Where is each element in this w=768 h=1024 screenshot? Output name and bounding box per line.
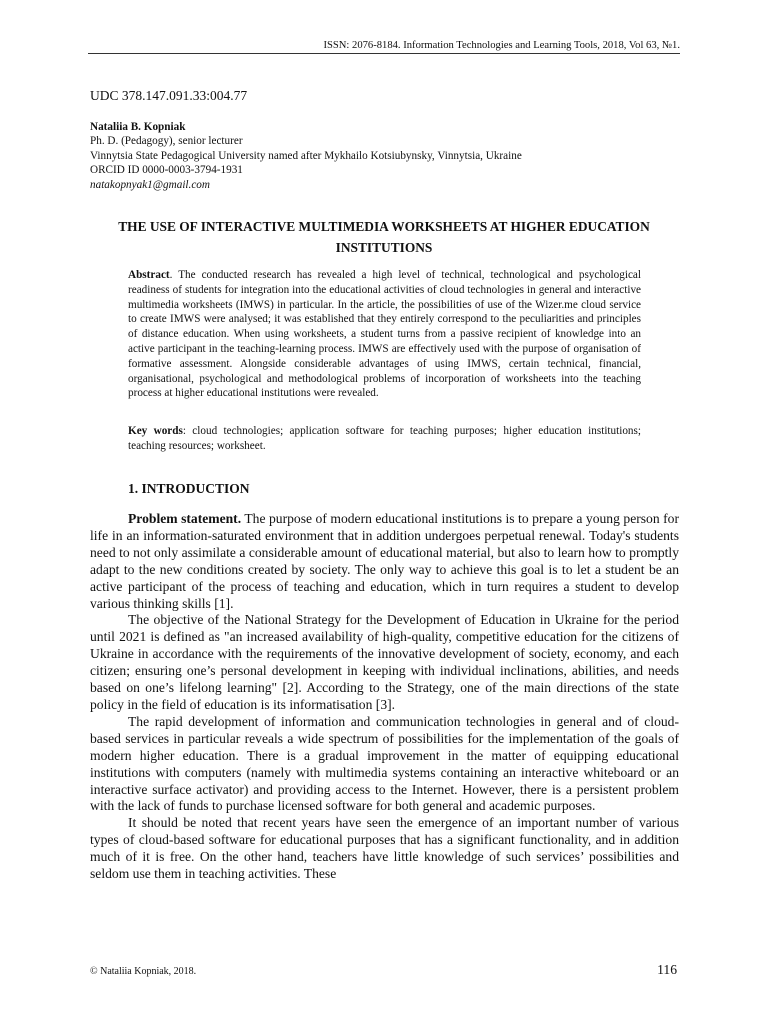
paragraph-text: The purpose of modern educational institutions is to prepare a young person for life in an information-saturated environment that in addition undergoes perpetual renewal. Today's students need to not only assimilate a considerable amount of educational material, but also to learn how to promptly adapt to the new conditions created by society. The only way to achieve this goal is to let a student be an active participant of the process of teaching and education, which in turn requires a student to develop various thinking skills [1]. [90, 511, 679, 611]
journal-info: ISSN: 2076-8184. Information Technologies and Learning Tools, 2018, Vol 63, №1. [323, 40, 680, 51]
abstract [128, 268, 641, 401]
keywords-text: : cloud technologies; application software for teaching purposes; higher education institutions; teaching resources; worksheet. [128, 425, 641, 452]
keywords-label: Key words [128, 425, 183, 437]
author-affiliation: Vinnytsia State Pedagogical University named after Mykhailo Kotsiubynsky, Vinnytsia, Ukraine [90, 149, 522, 162]
abstract-label: Abstract [128, 269, 170, 281]
author-email: natakopnyak1@gmail.com [90, 178, 210, 191]
paragraph: It should be noted that recent years have seen the emergence of an important number of various types of cloud-based software for educational purposes that has a significant functionality, and in addition much of it is free. On the other hand, teachers have little knowledge of such services’ possibilities and seldom use them in teaching activities. These [90, 815, 679, 882]
abstract-text: . The conducted research has revealed a high level of technical, technological and psychological readiness of students for integration into the educational activities of cloud technologies in general and interactive multimedia worksheets (IMWS) in particular. In the article, the possibilities of use of the Wizer.me cloud service to create IMWS were analysed; it was established that they entirely correspond to the peculiarities and principles of distance education. When using worksheets, a student turns from a passive recipient of knowledge into an active participant in the teaching-learning process. IMWS are effectively used with the purpose of organisation of formative assessment. Alongside considerable advantages of using IMWS, certain technical, financial, organisational, psychological and methodological problems of incorporation of worksheets into the teaching process at higher educational institutions were revealed. [128, 269, 641, 400]
author-degree: Ph. D. (Pedagogy), senior lecturer [90, 135, 243, 148]
paper-title: THE USE OF INTERACTIVE MULTIMEDIA WORKSHEETS AT HIGHER EDUCATION INSTITUTIONS [118, 219, 650, 255]
section-heading: 1. INTRODUCTION [128, 481, 250, 496]
author-name: Nataliia B. Kopniak [90, 121, 186, 133]
paragraph-lead: Problem statement. [128, 511, 242, 526]
paragraph: The objective of the National Strategy for the Development of Education in Ukraine for the period until 2021 is defined as "an increased availability of high-quality, competitive education for the citizens of Ukraine in accordance with the requirements of the innovative development of society, economy, and each citizen; ensuring one’s personal development in keeping with individual inclinations, abilities, and needs based on one’s lifelong learning" [2]. According to the Strategy, one of the main directions of the state policy in the field of education is its informatisation [3]. [90, 612, 679, 712]
running-header [88, 40, 680, 54]
author-orcid: ORCID ID 0000-0003-3794-1931 [90, 164, 243, 177]
udc-code: UDC 378.147.091.33:004.77 [90, 88, 248, 103]
copyright-notice: © Nataliia Kopniak, 2018. [90, 966, 197, 977]
body-text [90, 511, 679, 883]
keywords [128, 424, 641, 454]
author-block [90, 120, 522, 192]
paragraph [90, 511, 679, 612]
page-number: 116 [657, 962, 677, 977]
paragraph: The rapid development of information and communication technologies in general and of cloud-based services in particular reveals a wide spectrum of possibilities for the implementation of the goals of modern higher education. There is a gradual improvement in the matter of equipping educational institutions with computers (namely with multimedia systems containing an interactive whiteboard or an interactive surface activator) and providing access to the Internet. However, there is a persistent problem with the lack of funds to purchase licensed software for both general and academic purposes. [90, 713, 679, 814]
